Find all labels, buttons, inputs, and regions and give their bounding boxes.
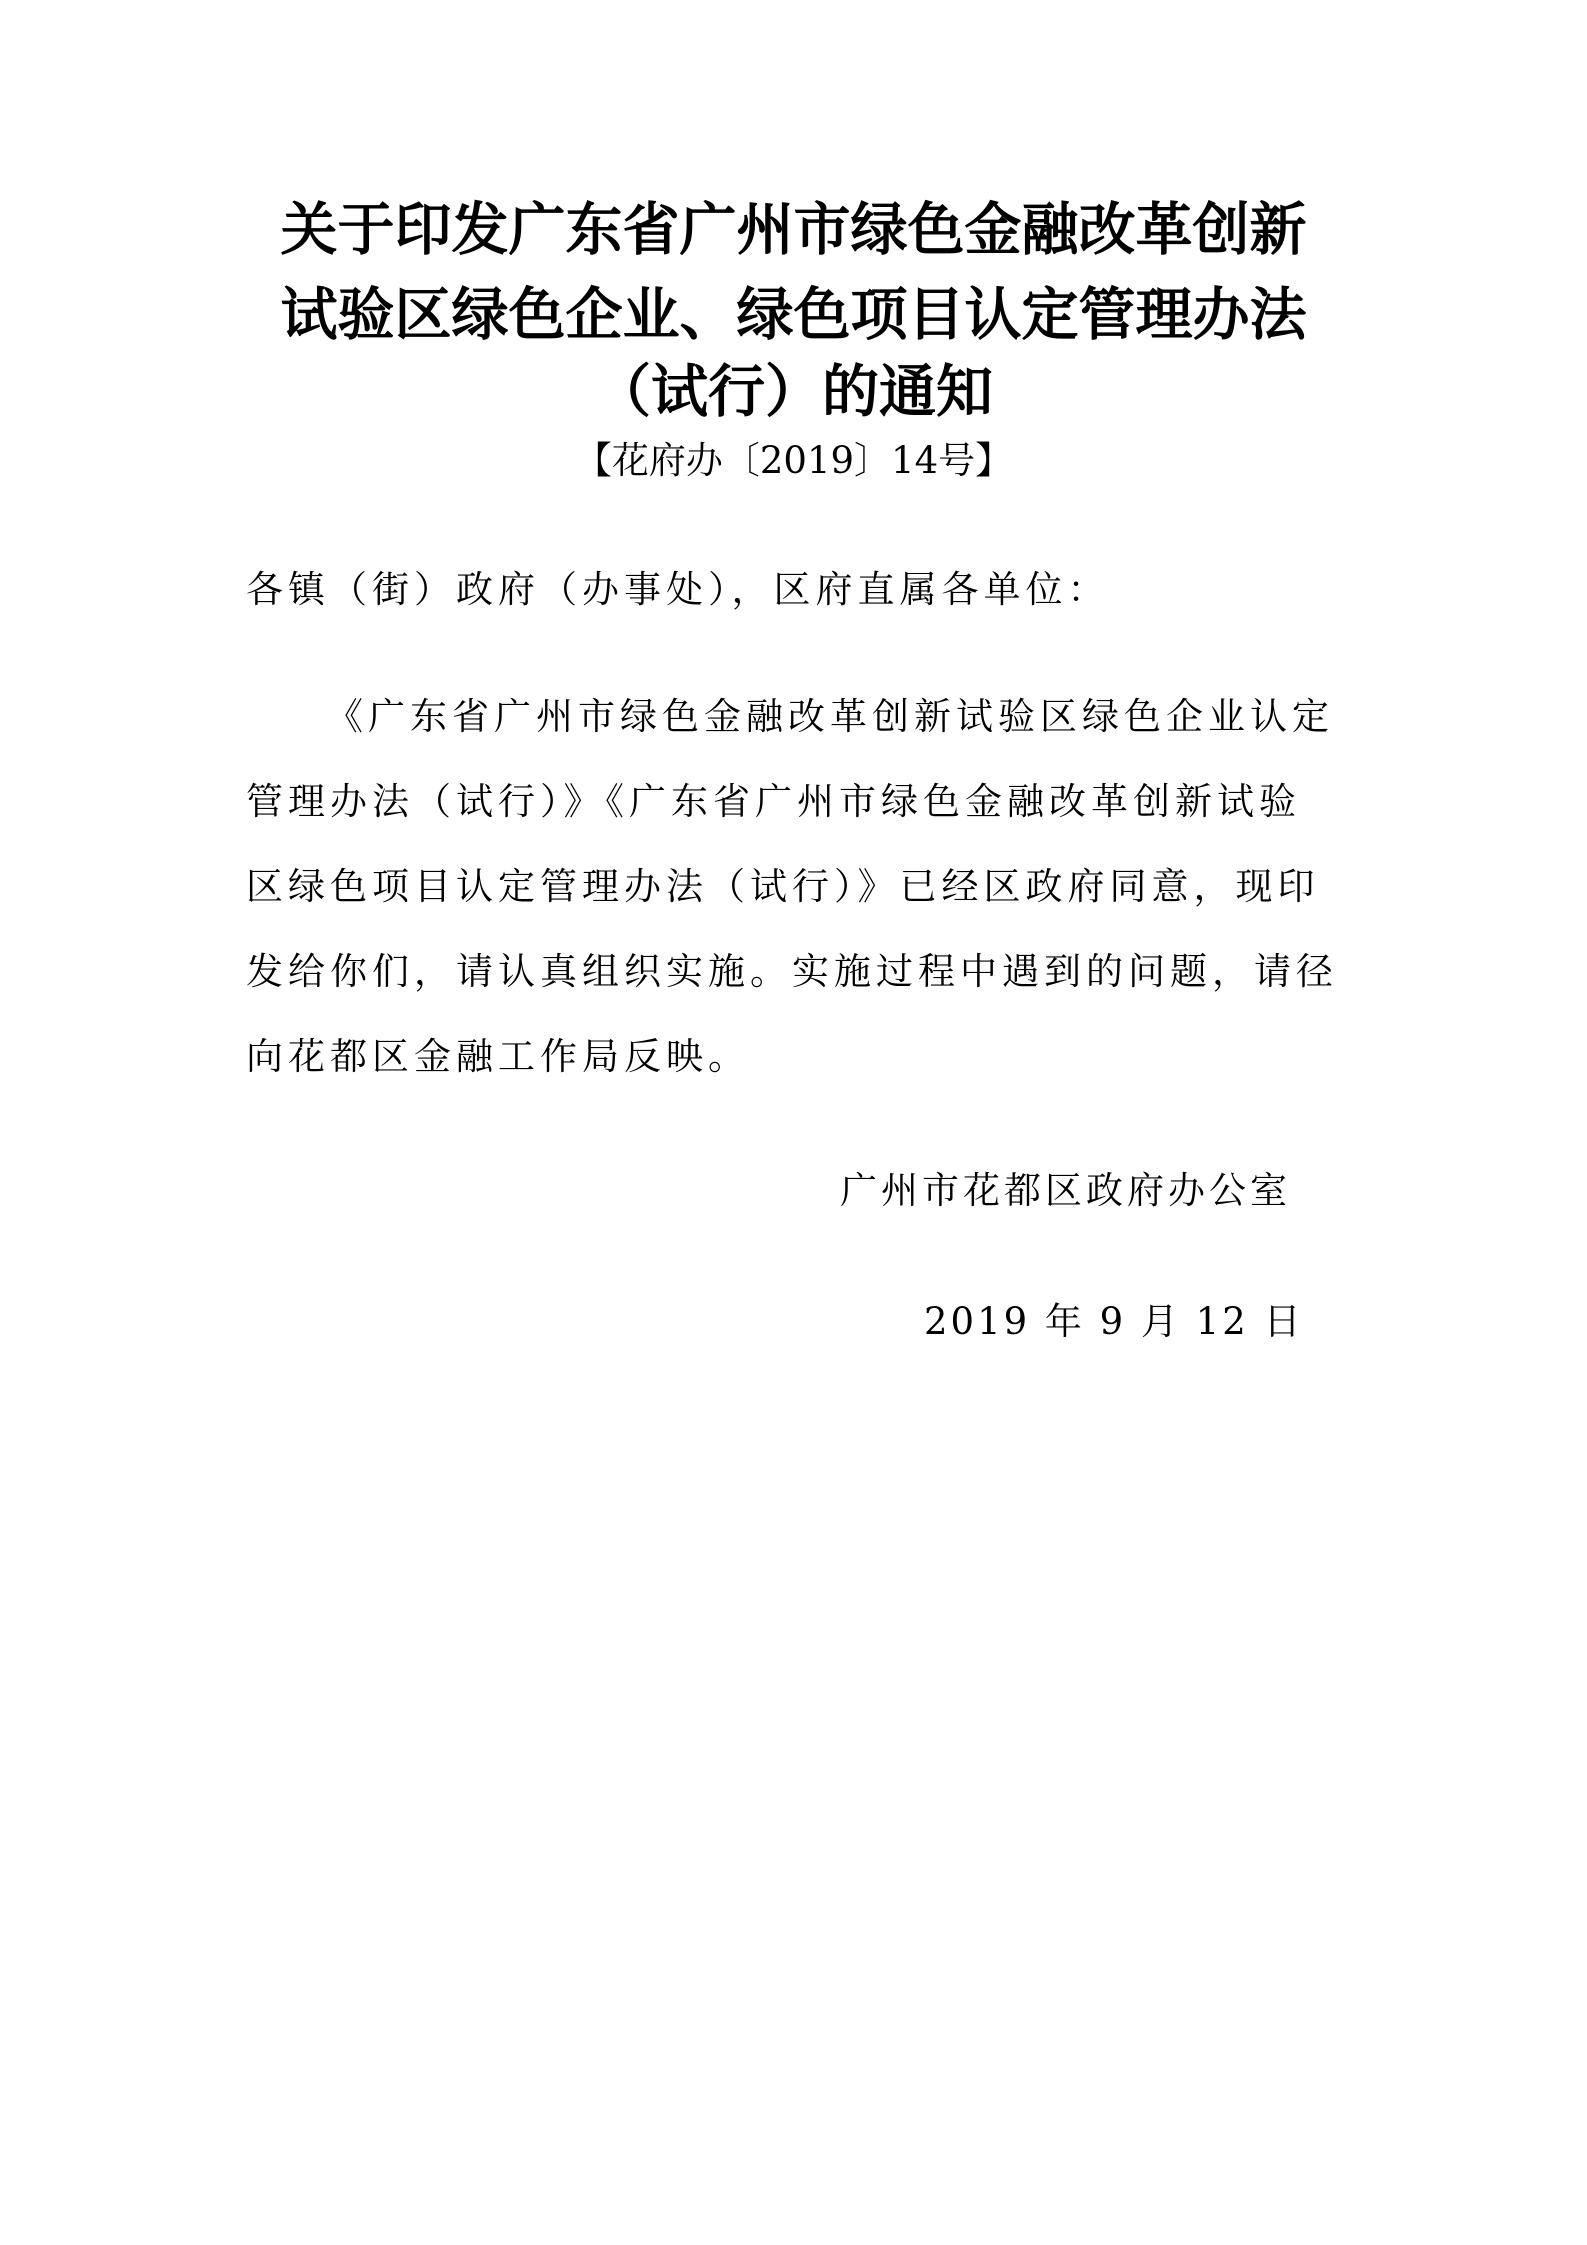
body-line-3: 区绿色项目认定管理办法（试行）》已经区政府同意，现印	[246, 865, 1320, 908]
document-title-line-1: 关于印发广东省广州市绿色金融改革创新	[280, 196, 1307, 263]
body-line-4: 发给你们，请认真组织实施。实施过程中遇到的问题，请径	[246, 950, 1338, 993]
body-line-1: 《广东省广州市绿色金融改革创新试验区绿色企业认定	[326, 695, 1334, 738]
document-number: 【花府办〔2019〕14号】	[574, 439, 1013, 482]
body-line-2: 管理办法（试行）》《广东省广州市绿色金融改革创新试验	[246, 780, 1301, 823]
salutation: 各镇（街）政府（办事处），区府直属各单位：	[246, 568, 1110, 611]
document-title-line-2: 试验区绿色企业、绿色项目认定管理办法	[280, 281, 1307, 348]
issuing-office: 广州市花都区政府办公室	[840, 1169, 1291, 1212]
issue-date: 2019 年 9 月 12 日	[924, 1300, 1304, 1343]
document-title-line-3: （试行）的通知	[594, 358, 993, 425]
body-line-5: 向花都区金融工作局反映。	[246, 1035, 750, 1078]
